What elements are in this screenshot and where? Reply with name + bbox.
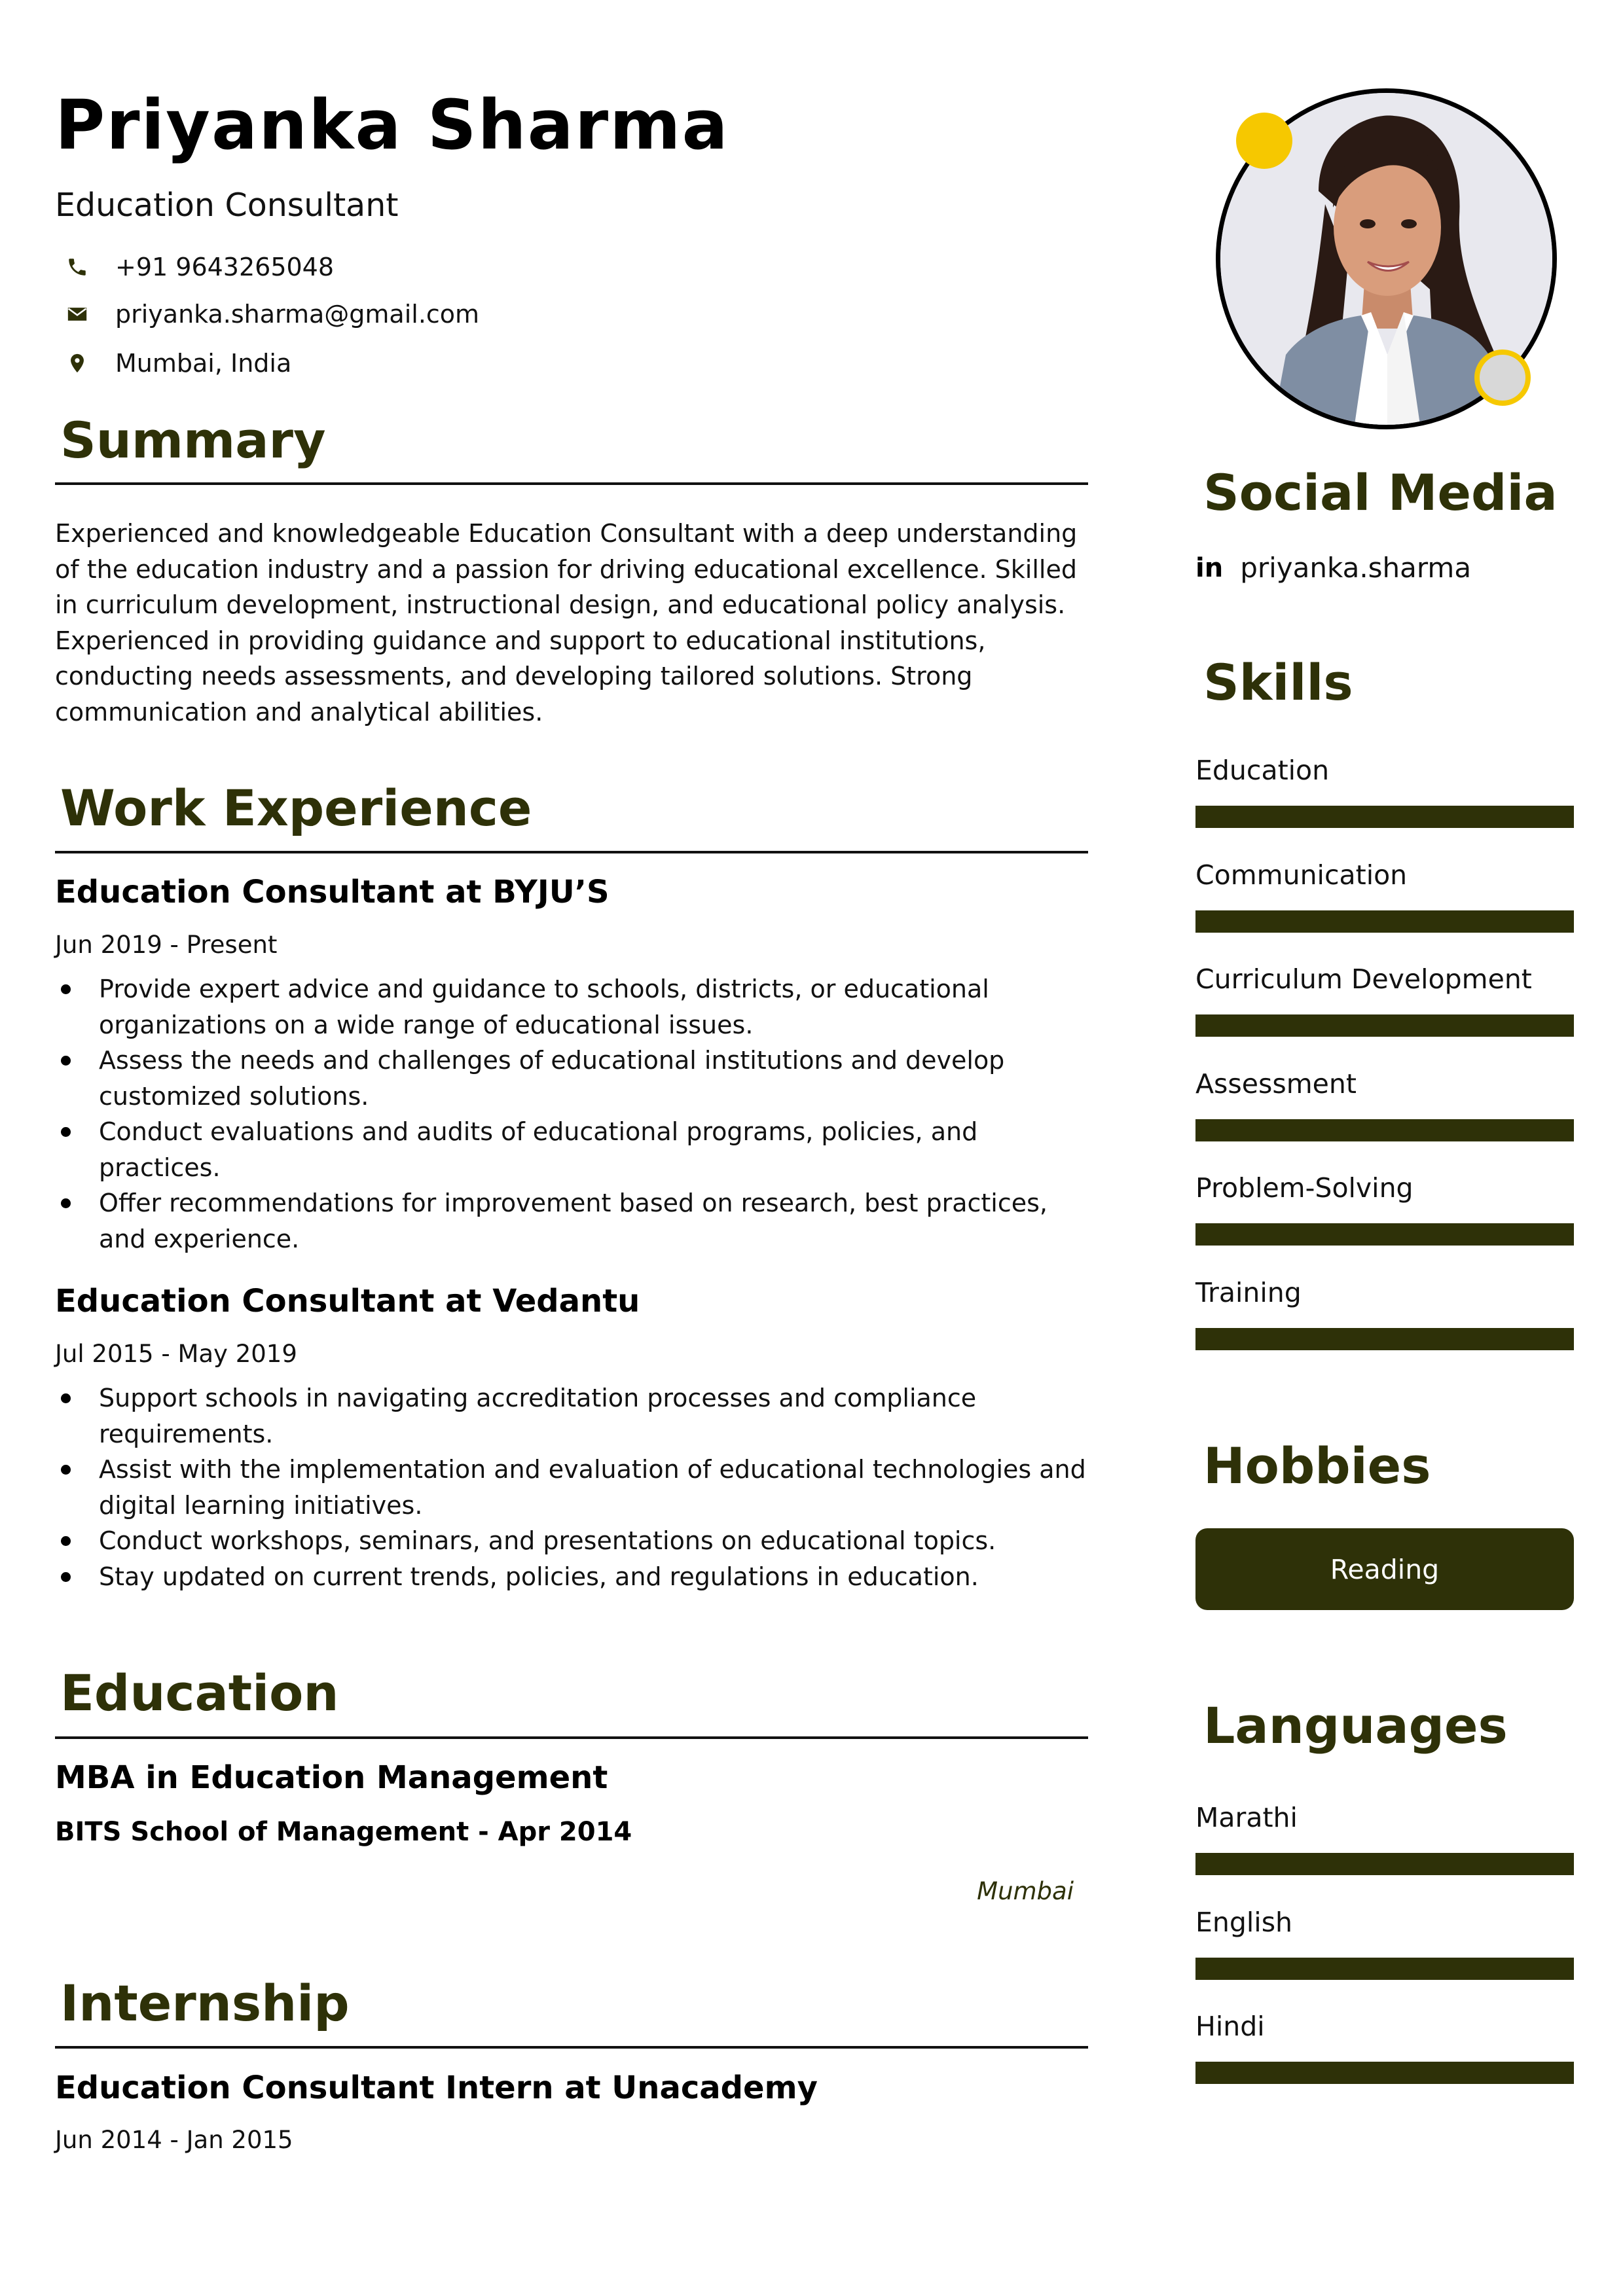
email-text: priyanka.sharma@gmail.com [115,300,480,329]
internship-dates: Jun 2014 - Jan 2015 [55,2126,293,2154]
skill-bar [1195,1119,1574,1141]
social-linkedin[interactable] [1195,552,1471,584]
location-pin-icon [60,346,94,380]
contact-phone [55,247,334,287]
internship-title: Education Consultant Intern at Unacademy [55,2070,818,2106]
internship-heading: Internship [60,1974,350,2032]
contact-location [55,344,291,383]
contact-email [55,295,479,334]
job-bullet: Assist with the implementation and evaluation of educational technologies and digital learning initiatives. [55,1452,1089,1523]
job-dates: Jun 2019 - Present [55,931,278,959]
skill-label: Education [1195,755,1330,786]
skill-bar-fill [1195,1223,1574,1246]
skill-bar-fill [1195,1328,1574,1350]
education-heading: Education [60,1664,339,1722]
language-bar-fill [1195,1853,1574,1875]
skill-bar [1195,910,1574,933]
language-bar-fill [1195,1958,1574,1980]
job-bullet: Conduct workshops, seminars, and presentations on educational topics. [55,1523,1089,1559]
skill-label: Assessment [1195,1067,1357,1100]
phone-text: +91 9643265048 [115,253,335,281]
skill-label: Curriculum Development [1195,963,1532,995]
job-dates: Jul 2015 - May 2019 [55,1340,297,1368]
skill-bar [1195,1223,1574,1246]
job-bullet: Support schools in navigating accreditation processes and compliance requirements. [55,1380,1089,1452]
summary-heading: Summary [60,411,326,469]
skill-bar-fill [1195,1119,1574,1141]
language-bar-fill [1195,2062,1574,2084]
experience-heading: Work Experience [60,779,532,837]
hobby-pill: Reading [1195,1528,1574,1610]
job-title: Education Consultant at Vedantu [55,1283,640,1319]
job-bullets [55,1380,1089,1594]
skill-bar-fill [1195,910,1574,933]
education-divider [55,1736,1088,1739]
education-degree: MBA in Education Management [55,1759,608,1796]
resume-title: Education Consultant [55,187,399,224]
phone-icon [60,250,94,284]
language-label: English [1195,1906,1293,1938]
job-bullet: Conduct evaluations and audits of educational programs, policies, and practices. [55,1114,1089,1185]
linkedin-icon: in [1195,552,1224,583]
education-location: Mumbai [977,1877,1074,1905]
summary-divider [55,482,1088,485]
job-bullets [55,971,1089,1257]
education-school: BITS School of Management - Apr 2014 [55,1817,632,1847]
resume-name: Priyanka Sharma [55,85,729,165]
social-heading: Social Media [1203,463,1558,522]
summary-text: Experienced and knowledgeable Education Consultant with a deep understanding of the education industry and a passion for driving educational excellence. Skilled in curriculum development, instructional design, and educational policy analysis. Experienced in providing guidance and support to educational institutions, conducting needs assessments, and developing tailored solutions. Strong communication and analytical abilities. [55,519,1078,726]
job-bullet: Provide expert advice and guidance to schools, districts, or educational organizations on a wide range of educational issues. [55,971,1089,1043]
skill-label: Communication [1195,859,1408,891]
experience-divider [55,851,1088,853]
skills-heading: Skills [1203,653,1353,711]
decorative-dot [1236,113,1292,169]
job-bullet: Stay updated on current trends, policies, and regulations in education. [55,1559,1089,1595]
email-icon [60,297,94,331]
language-label: Hindi [1195,2011,1265,2042]
job-title: Education Consultant at BYJU’S [55,874,610,910]
location-text: Mumbai, India [115,349,292,378]
language-bar [1195,1853,1574,1875]
skill-bar-fill [1195,1014,1574,1037]
language-label: Marathi [1195,1802,1298,1833]
languages-heading: Languages [1203,1696,1508,1755]
hobbies-heading: Hobbies [1203,1437,1431,1495]
skill-label: Problem-Solving [1195,1172,1413,1204]
job-bullet: Offer recommendations for improvement based on research, best practices, and experience. [55,1185,1089,1257]
job-bullet: Assess the needs and challenges of educational institutions and develop customized solutions. [55,1043,1089,1114]
language-bar [1195,1958,1574,1980]
skill-bar [1195,1014,1574,1037]
skill-bar-fill [1195,806,1574,828]
linkedin-handle: priyanka.sharma [1240,552,1472,584]
internship-divider [55,2046,1088,2049]
skill-label: Training [1195,1276,1302,1308]
language-bar [1195,2062,1574,2084]
skill-bar [1195,806,1574,828]
skill-bar [1195,1328,1574,1350]
decorative-ring [1474,350,1531,406]
